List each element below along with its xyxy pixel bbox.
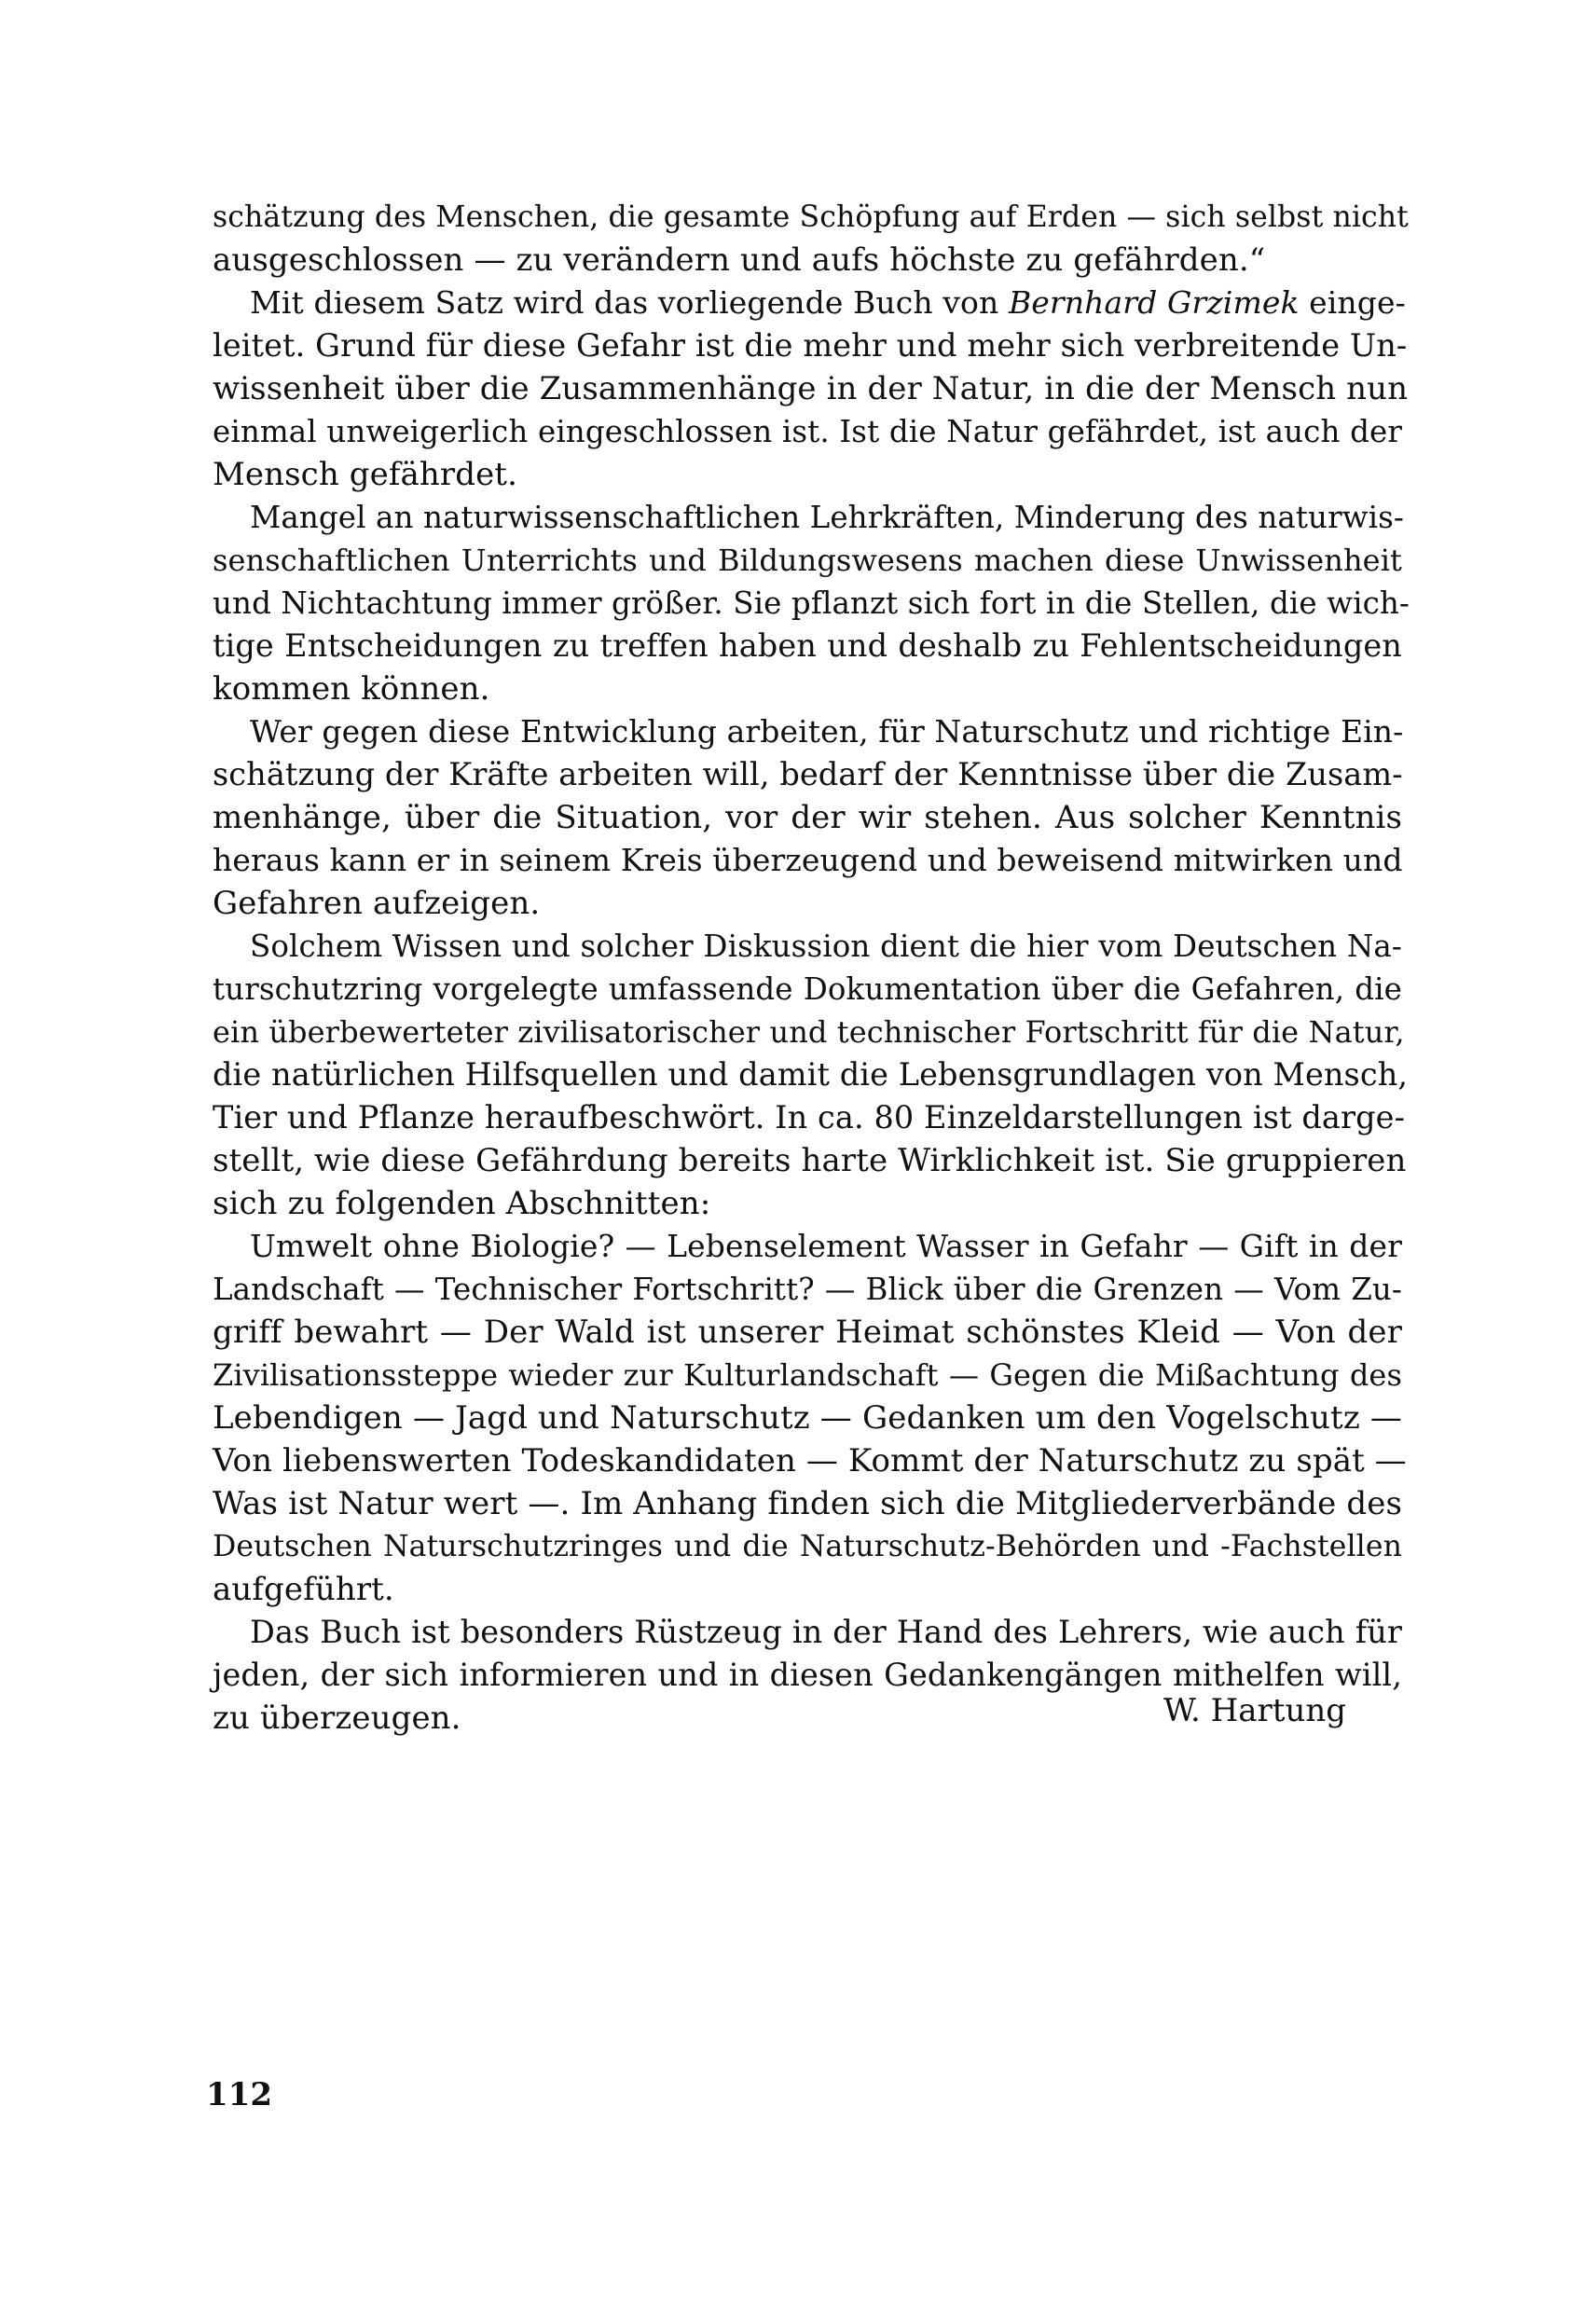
text-line: Wer gegen diese Entwicklung arbeiten, für Naturschutz und richtige Ein-: [250, 713, 1404, 750]
text-line: Tier und Pflanze heraufbeschwört. In ca. 80 Einzeldarstellungen ist darge-: [213, 1099, 1406, 1135]
text-line: sich zu folgenden Abschnitten:: [213, 1185, 711, 1222]
text-line: die natürlichen Hilfsquellen und damit die Lebensgrundlagen von Mensch,: [213, 1056, 1409, 1093]
text-line: Solchem Wissen und solcher Diskussion dient die hier vom Deutschen Na-: [250, 929, 1402, 964]
text-line: Landschaft — Technischer Fortschritt? — Blick über die Grenzen — Vom Zu-: [213, 1272, 1402, 1307]
text-line: Mensch gefährdet.: [213, 456, 517, 493]
text-line: kommen können.: [213, 670, 490, 708]
text-line: und Nichtachtung immer größer. Sie pflanzt sich fort in die Stellen, die wich-: [213, 585, 1410, 621]
text-line: Von liebenswerten Todeskandidaten — Kommt der Naturschutz zu spät —: [213, 1442, 1407, 1479]
author-name-italic: Bernhard Grzimek: [1008, 284, 1300, 321]
text-line: griff bewahrt — Der Wald ist unserer Heimat schönstes Kleid — Von der: [213, 1314, 1402, 1351]
text-line: senschaftlichen Unterrichts und Bildungswesens machen diese Unwissenheit: [213, 543, 1402, 578]
text-line: ausgeschlossen — zu verändern und aufs höchste zu gefährden.“: [213, 241, 1266, 279]
text-line: menhänge, über die Situation, vor der wir stehen. Aus solcher Kenntnis: [213, 799, 1402, 836]
text-line: wissenheit über die Zusammenhänge in der Natur, in die der Mensch nun: [213, 370, 1409, 407]
text-line: Lebendigen — Jagd und Naturschutz — Gedanken um den Vogelschutz —: [213, 1399, 1402, 1437]
text-line: Zivilisationssteppe wieder zur Kulturlandschaft — Gegen die Mißachtung des: [213, 1357, 1402, 1393]
text-line: jeden, der sich informieren und in diesen Gedankengängen mithelfen will,: [213, 1657, 1402, 1693]
text-line: aufgeführt.: [213, 1571, 394, 1608]
text-line: Mangel an naturwissenschaftlichen Lehrkräften, Minderung des naturwis-: [250, 500, 1404, 535]
text-line: Deutschen Naturschutzringes und die Naturschutz-Behörden und -Fachstellen: [213, 1530, 1402, 1563]
text-line: einmal unweigerlich eingeschlossen ist. Ist die Natur gefährdet, ist auch der: [213, 414, 1402, 449]
text-line: Das Buch ist besonders Rüstzeug in der Hand des Lehrers, wie auch für: [250, 1614, 1402, 1650]
page-number: 112: [206, 2076, 272, 2113]
author-signature: W. Hartung: [1163, 1692, 1347, 1729]
text-line: zu überzeugen.: [213, 1700, 461, 1737]
text-line: tige Entscheidungen zu treffen haben und deshalb zu Fehlentscheidungen: [213, 627, 1402, 664]
text-line: leitet. Grund für diese Gefahr ist die mehr und mehr sich verbreitende Un-: [213, 327, 1408, 364]
text-line: Umwelt ohne Biologie? — Lebenselement Wasser in Gefahr — Gift in der: [250, 1228, 1402, 1264]
text-line: ein überbewerteter zivilisatorischer und technischer Fortschritt für die Natur,: [213, 1014, 1405, 1050]
text-segment: einge-: [1299, 284, 1406, 321]
text-line: turschutzring vorgelegte umfassende Dokumentation über die Gefahren, die: [213, 971, 1402, 1007]
text-line: Was ist Natur wert —. Im Anhang finden sich die Mitgliederverbände des: [213, 1485, 1402, 1522]
text-line: Gefahren aufzeigen.: [213, 885, 541, 922]
text-line: [213, 282, 1406, 324]
text-line: stellt, wie diese Gefährdung bereits harte Wirklichkeit ist. Sie gruppieren: [213, 1142, 1407, 1179]
body-text: [213, 196, 1410, 1740]
text-line: heraus kann er in seinem Kreis überzeugend und beweisend mitwirken und: [213, 842, 1403, 878]
text-line: schätzung des Menschen, die gesamte Schöpfung auf Erden — sich selbst nicht: [213, 200, 1409, 234]
text-line: schätzung der Kräfte arbeiten will, bedarf der Kenntnisse über die Zusam-: [213, 756, 1403, 792]
text-segment: Mit diesem Satz wird das vorliegende Buch von: [250, 284, 1009, 321]
